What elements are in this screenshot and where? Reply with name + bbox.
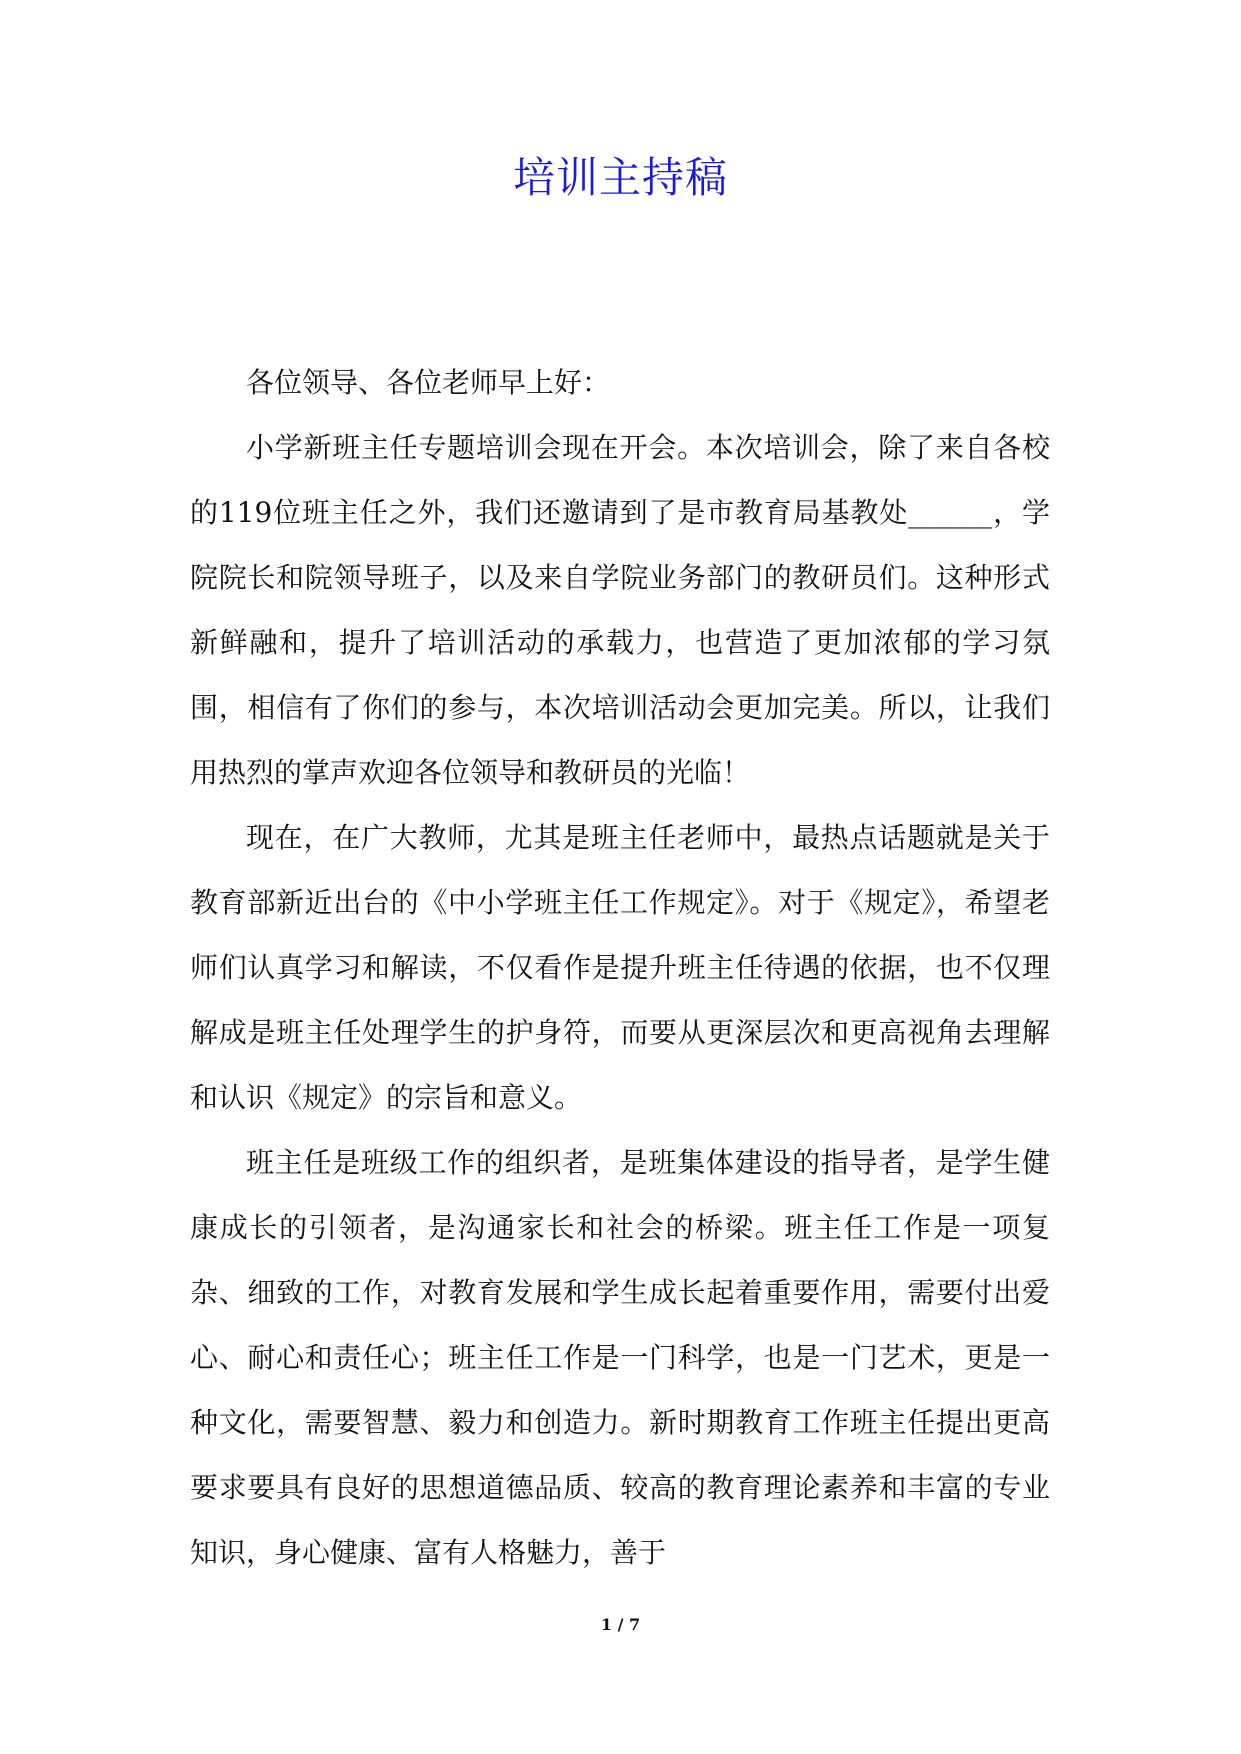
document-body: [190, 350, 1050, 1585]
paragraph-regulation: 现在，在广大教师，尤其是班主任老师中，最热点话题就是关于教育部新近出台的《中小学班主任工作规定》。对于《规定》，希望老师们认真学习和解读，不仅看作是提升班主任待遇的依据，也不仅理解成是班主任处理学生的护身符，而要从更深层次和更高视角去理解和认识《规定》的宗旨和意义。: [190, 821, 1050, 1114]
paragraph-opening: 小学新班主任专题培训会现在开会。本次培训会，除了来自各校的119位班主任之外，我们还邀请到了是市教育局基教处______，学院院长和院领导班子，以及来自学院业务部门的教研员们。这种形式新鲜融和，提升了培训活动的承载力，也营造了更加浓郁的学习氛围，相信有了你们的参与，本次培训活动会更加完美。所以，让我们用热烈的掌声欢迎各位领导和教研员的光临！: [190, 431, 1050, 789]
page-number: 1 / 7: [600, 1615, 641, 1634]
paragraph-role: 班主任是班级工作的组织者，是班集体建设的指导者，是学生健康成长的引领者，是沟通家长和社会的桥梁。班主任工作是一项复杂、细致的工作，对教育发展和学生成长起着重要作用，需要付出爱心、耐心和责任心；班主任工作是一门科学，也是一门艺术，更是一种文化，需要智慧、毅力和创造力。新时期教育工作班主任提出更高要求要具有良好的思想道德品质、较高的教育理论素养和丰富的专业知识，身心健康、富有人格魅力，善于: [190, 1146, 1050, 1569]
paragraph-greeting: 各位领导、各位老师早上好：: [246, 366, 611, 399]
document-title: 培训主持稿: [512, 153, 728, 202]
